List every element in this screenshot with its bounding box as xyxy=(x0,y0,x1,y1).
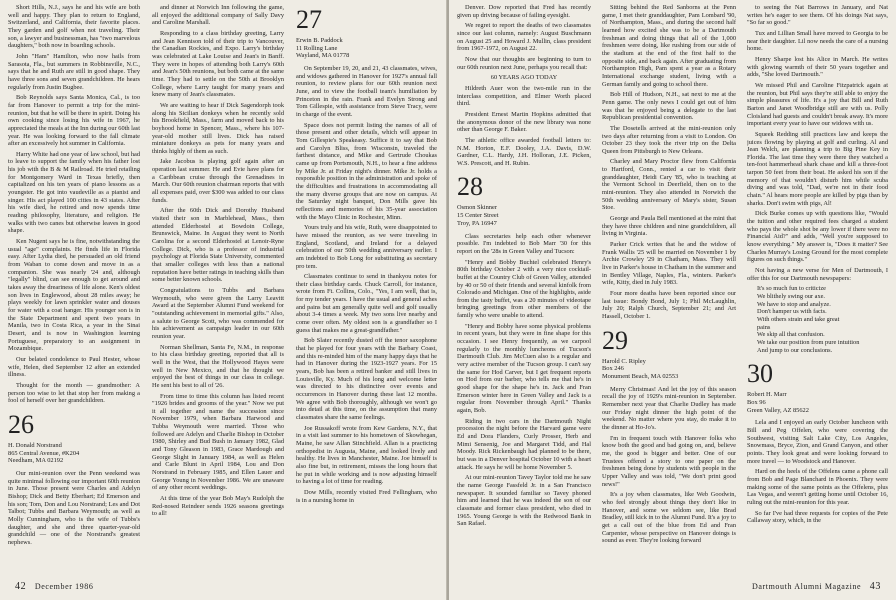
column-paragraph: We missed Phil and Caroline Fitzpatrick again at the reunion, but Phil says they're still able to enjoy the simple pleasures of life. It's a joy that Bill and Ruth Barton and Janet Woodbridge still are with us. Polly Cloisland had guests and couldn't break away. It's more important every year to have our widows with us. xyxy=(747,81,888,128)
column-paragraph: The Dosetells arrived at the mini-reunion only two days after returning from a visit to London. On October 23 they took the river trip on the Delta Queen from Pittsburgh to New Orleans. xyxy=(602,124,736,155)
class-number-26: 26 xyxy=(8,409,34,439)
column-paragraph: Norman Shellman, Santa Fe, N.M., in response to his class birthday greeting, reported that all is well in the West, that the Hollywood Hayes were well in New Mexico, and that he thought we enjoyed the best of things in our class in college. He sent his best to all of '26. xyxy=(152,343,284,389)
left-column-2 xyxy=(152,4,284,574)
class-secretary-address xyxy=(8,442,140,465)
class-secretary-address xyxy=(296,37,437,60)
column-paragraph: Dick Burke comes up with questions like, "Would the tuition and other required fees charged a student who pays the whole shot be any lower if there were no Financial Aid?" and adds, "Well you're supposed to know everything." My answer is, "Does it matter? See Charles Murray's Losing Ground for the most complete figures on such things." xyxy=(747,210,888,264)
poem-line: pains xyxy=(757,323,771,331)
column-paragraph: Riding in two cars in the Dartmouth Night procession the night before the Harvard game were Ed and Dora Flanders, Curly Prosser, Herb and Mimi Sensenig, Joe and Margaret Tidd, and Hal Moody. Rick Rickenbaugh had planned to be there, but was in a Denver hospital October 10 with a heart attack. He says he will be home November 5. xyxy=(457,417,591,471)
column-paragraph: Our belated condolence to Paul Hester, whose wife, Helen, died September 12 after an extended illness. xyxy=(8,355,140,379)
right-page xyxy=(449,0,896,600)
address-line: Monument Beach, MA 02553 xyxy=(602,373,679,380)
column-paragraph: Yours truly and his wife, Ruth, were disappointed to have missed the reunion, as we were traveling in England, Scotland, and Ireland for a delayed celebration of our 50th wedding anniversary earlier. I am indebted to Bob Long for substituting as secretary pro tem. xyxy=(296,224,437,270)
section-heading: 60 YEARS AGO TODAY xyxy=(490,74,558,82)
right-column-2 xyxy=(602,4,736,574)
class-number-28: 28 xyxy=(457,172,483,202)
column-paragraph: Classmates continue to send in thankyou notes for their class birthday cards. Chuck Carroll, for instance, wrote from Ft. Collins, Colo., "Yes, I am well, that is, for my tender years. I have the usual and general aches and pains but am generally quite well and golf usually about 3-4 times a week. My two sons live nearby and come over often. My oldest son is a grandfather so I guess that makes me a great-grandfather." xyxy=(296,273,437,334)
address-line: Needham, MA 02192 xyxy=(8,457,64,465)
address-line: 865 Central Avenue, #K204 xyxy=(8,449,80,457)
column-paragraph: Class secretaries help each other whenever possible. I'm indebted to Bob Marr '30 for this report on the '28s in Green Valley and Tucson: xyxy=(457,232,591,255)
address-line: Box 246 xyxy=(602,365,624,373)
column-paragraph: Jake Jacobus is playing golf again after an operation last summer. He and Evie have plans for a Caribbean cruise through the Grenadines in March. Our 60th reunion chairman reports that with all expenses paid, over $300 was added to our class funds. xyxy=(152,158,284,204)
column-paragraph: "Henry and Bobby have some physical problems in recent years, but they were in fine shape for this occasion. I see Henry frequently, as we carpool regularly to the monthly luncheons of Tucson's Dartmouth Club. Jim McCuen also is a regular and very active member of the Tucson group. I can't say the same for Hod Carver, but I get frequent reports on Hod from our barber, who tells me that he's in good shape for the shape he's in. Jack and Fran Emerson winter here in Green Valley and Jack is a regular from November through April." Thanks again, Bob. xyxy=(457,322,591,415)
column-paragraph: Thought for the month — grandmother: A person too wise to let that stop her from making a fool of herself over her grandchildren. xyxy=(8,381,140,405)
poem-line: Don't hamper us with facts. xyxy=(757,308,827,316)
left-column-1 xyxy=(8,4,140,574)
column-paragraph: Hildreth Auer won the two-mile run in the interclass competition, and Elmer Worth placed third. xyxy=(457,84,591,108)
poem-line: We take our position from pure intuition xyxy=(757,338,860,346)
column-paragraph: and dinner at Norwich Inn following the game, all enjoyed the additional company of Sally Davy and Caroline Marshall. xyxy=(152,4,284,27)
magazine-title: Dartmouth Alumni Magazine xyxy=(751,582,862,591)
column-paragraph: From time to time this column has listed recent "1926 brides and grooms of the year." Now we put it all together and name the succession since November 1979, when Barbara Harwood and Tubba Weymouth were married. Those who followed are Adelyn and Charlie Bishop in October 1980, Shirley and Bud Bush in January 1982, Glad and Tony Gleason in 1983, Grace Mardough and George Slight in January 1984, as well as Helen and Carle Blunt in April 1984, Lou and Don Norstrand in February 1985, and Ellen Lauer and George Young in November 1986. We are unaware of any other recent weddings. xyxy=(152,392,284,492)
class-number-27: 27 xyxy=(296,5,322,34)
address-line: Wayland, MA 01778 xyxy=(296,52,350,60)
poem-line: With others strain and take great xyxy=(757,315,840,323)
column-paragraph: Space does not permit listing the names of all of those present and other details, which will appear in Tom Gillespie's Speakeasy. Suffice it to say that Bob and Carolyn Bliss, from Wisconsin, traveled the farthest distance, and Mike and Gertrude Choukas came up from Portsmouth, N.H., to hear a fine address by Mike Jr. at Friday night's dinner. Mike Jr. holds a responsible position in the administration and spoke of the difficulties and frustrations in accommodating all the many diverse groups that are now on campus. At the Saturday night banquet, Don Mills gave his reflections and memories of his 35-year association with the Mayo Clinic in Rochester, Minn. xyxy=(296,121,437,221)
column-paragraph: Harry White had one year of law school, but had to leave to support the family when his father lost his job with the B & M Railroad. He tried retailing for Montgomery Ward in Texas briefly, then capitalized on his ten years of piano lessons as a youngster. He got into vaudeville as a pianist and singer. His act played 100 cities in 43 states. After his wife died, he retired and now spends time reading philosophy, literature, and religion. He walks with two canes but otherwise leaves in good shape. xyxy=(8,150,140,235)
address-line: 11 Rolling Lane xyxy=(296,44,338,52)
column-paragraph: Four more deaths have been reported since our last issue: Bondy Bond, July 1; Phil McLaughlin, July 20; Ralph Church, September 21; and Art Hassell, October 1. xyxy=(602,289,736,320)
column-paragraph: Responding to a class birthday greeting, Larry and Jean Kennison told of their trip to Vancouver, the Canadian Rockies, and Expo. Larry's birthday was celebrated at Lake Louise and Jean's in Banff. They were in hopes of attending both Larry's 60th and Jean's 50th reunions, but both came at the same time. They had to settle on the 50th at Brooklyn College, where Larry taught for many years and knew many of Jean's classmates. xyxy=(152,29,284,99)
column-paragraph: At this time of the year Bob May's Rudolph the Red-nosed Reindeer sends 1926 seasons greetings to all! xyxy=(152,495,284,518)
column-paragraph: Sitting behind the Red Sanborns at the Penn game, I met their granddaughter, Pam Lombard '90, of Northampton, Mass., and during the second half learned how excited she was to be a Dartmouth freshman and doing things that all of the 1,000 freshmen were doing, like rushing from our side of the stadium at the end of the first half to the opposite side, and back again. After graduating from Northampton High, Pam spent a year as a Rotary International exchange student, living with a German family and going to school there. xyxy=(602,4,736,88)
poem-line: We skip all that confusion. xyxy=(757,331,825,339)
column-paragraph: Lela and I enjoyed an early October luncheon with Bill and Peg Offelen, who were covering the Southwest, visiting Salt Lake City, Los Angeles, Snowmass, Bryce, Zion, and Grand Canyon, and other points. They look great and were looking forward to more travel — to Woodstock and Hanover. xyxy=(747,419,888,465)
column-paragraph: We are waiting to hear if Dick Sagendorph took along his Sicilian donkeys when he recently sold his Brookfield, Mass., farm and moved back to his boyhood home in Spencer, Mass., where his 107-year-old mother still lives. Dick has raised miniature donkeys as pets for many years and thinks highly of them as such. xyxy=(152,101,284,155)
column-paragraph: Not having a new verse for Men of Dartmouth, I offer this for our Dartmouth newspapers: xyxy=(747,267,888,282)
right-column-1 xyxy=(457,4,591,574)
poem xyxy=(747,285,888,354)
column-paragraph: Squeek Redding still practices law and keeps the juices flowing by playing at golf and curling. Al and Jean Welch, are planning a trip to Big Pine Key in Florida. The last time they were there they watched a ten-foot hammerhead shark chase and kill a three-foot tarpon 50 feet from their boat. He asked his son if the memory of that wouldn't disturb him while scuba diving and was told, "Dad, we're not in their food chain." Al hears more people are killed by pigs than by sharks. Don't swim with pigs, Al! xyxy=(747,130,888,207)
address-line: H. Donald Norstrand xyxy=(8,441,62,449)
column-paragraph: Ken Nugent says he is fine, notwithstanding the usual "age" complaints. He finds life in Florida easy. After Lydia died, he persuaded an old friend from Waban to come down and move in as a companion. She was nearly '24 and, although "legally" blind, can see enough to get around and takes away the dreariness of life alone. Ken's oldest son lives in Englewood, about 28 miles away; he plays weekly for lawn sprinkler water and douses for water with a coat hanger. His younger son is in the State Department and spent two years in Manila, two in Costa Rica, a year in the Sinai Desert, and is now in Washington learning Portuguese, preparatory to an assignment in Mozambique. xyxy=(8,238,140,353)
column-paragraph: Merry Christmas! And let the joy of this season recall the joy of 1929's mini-reunion in September. Remember next year that Charlie Dudley has made our Friday night dinner the high point of the weekend. No matter where you stay, do make it to the dinner at Ho-Jo's. xyxy=(602,385,736,431)
class-secretary-address xyxy=(747,391,888,414)
column-paragraph: Henry Sharpe lost his Alice in March. He writes with glowing warmth of their 50 years together and adds, "She loved Dartmouth." xyxy=(747,55,888,79)
page-folio-left xyxy=(9,582,93,592)
column-paragraph: I'm in frequent touch with Hanover folks who know both the good and bad going on, and, believe me, the good is bigger and better. One of our Trustees offered a story to one paper on the freshmen being done by students with people in the Upper Valley and was told, "We don't print good news!" xyxy=(602,434,736,488)
address-line: Harold C. Ripley xyxy=(602,357,646,365)
column-paragraph: Bob Hill of Hudson, N.H., sat next to me at the Penn game. The only news I could get out of him was that he enjoyed being a delegate to the last Republican presidential convention. xyxy=(602,91,736,122)
column-paragraph: Bob Reynolds says Santa Monica, Cal., is too far from Hanover to permit a trip for the mini-reunion, but that he will be there in spirit. Doing his own cooking since losing his wife in 1967, he appreciated the meals at the Inn during our 60th last year. He was looking forward to the fall climate after an excessively hot summer in California. xyxy=(8,94,140,148)
address-line: Osmon Skinner xyxy=(457,204,497,212)
page-number: 43 xyxy=(869,581,881,592)
address-line: Robert H. Marr xyxy=(747,391,787,399)
column-paragraph: George and Paula Bell mentioned at the mini that they have three children and nine grandchildren, all living in Virginia. xyxy=(602,215,736,238)
left-page xyxy=(0,0,447,600)
class-secretary-address xyxy=(457,204,591,227)
column-paragraph: President Ernest Martin Hopkins admitted that the anonymous donor of the new library was none other than George F. Baker. xyxy=(457,110,591,134)
column-paragraph: "Henry and Bobby Buchtel celebrated Henry's 80th birthday October 2 with a very nice cocktail-buffet at the Country Club of Green Valley, attended by 40 or 50 of their friends and several kinfolk from Colorado and Michigan. One of the highlights, aside from the tasty buffet, was a 20 minutes of videotape bringing greetings from other members of the family who were unable to attend. xyxy=(457,258,591,320)
column-paragraph: We regret to report the deaths of two classmates since our last column, namely: August Buschmann on August 25 and Howard J. Mullin, class president from 1967-1972, on August 22. xyxy=(457,22,591,53)
column-paragraph: On September 19, 20, and 21, 43 classmates, wives, and widows gathered in Hanover for 1927's annual fall reunion, to review plans for our 60th reunion next June, and to view the football team's humiliation by Princeton in the rain. Frank and Evelyn Strong and Tom Gillespie, with assistance from Steve Tracy, were in charge of the event. xyxy=(296,65,437,119)
class-number-29: 29 xyxy=(602,325,628,355)
column-paragraph: John "Ham" Hamilton, who now hails from Sarasota, Fla., but summers in Robbinsville, N.C., says that he and Ruth are still in good shape. They have three sons and seven grandchildren. He hears regularly from Justin Bugbee. xyxy=(8,52,140,91)
column-paragraph: to seeing the Nat Barrows in January, and Nat writes he's eager to see them. Of his doings Nat says, "So far so good." xyxy=(747,4,888,27)
column-paragraph: After the 60th Dick and Dorothy Husband visited their son in Marblehead, Mass., then attended Elderhostel at Bowdoin College, Brunswick, Maine. In August they went to North Carolina for a second Elderhostel at Lenoir-Ryne College. Dick, who is a professor of industrial psychology at Florida State University, commented that smaller colleges with less than a national reputation have better ratings in teaching skills than some better known schools. xyxy=(152,207,284,284)
column-paragraph: Dow Mills, recently visited Fred Fellingham, who is in a nursing home in xyxy=(296,488,437,504)
column-paragraph: Charley and Mary Proctor flew from California to Hartford, Conn., rented a car to visit their granddaughter, Heidi Cary '85, who is teaching at the Vermont School in Deerfield, then on to the mini-reunion. They also attended in Norwich the 50th wedding anniversary of Mary's sister, Susan Stoe. xyxy=(602,158,736,212)
poem-line: It's so much fun to criticize xyxy=(757,285,826,293)
class-secretary-address xyxy=(602,358,736,381)
column-paragraph: Congratulations to Tubbs and Barbara Weymouth, who were given the Larry Leavitt Award at the September Alumni Fund weekend for "outstanding achievement in memorial gifts." Also, a salute to George Scott, who was commended for his achievement as campaign leader in our 60th reunion year. xyxy=(152,286,284,340)
column-paragraph: Bob Slater recently dusted off the tenor saxophone that he played for four years with the Barbary Coast, and this re-minded him of the many happy days that he had in Hanover during the 1923-1927 years. For 15 years, Bob has been a retired banker and still lives in Louisville, Ky. Much of his long and welcome letter was directed to his distinctive over events and occurrences in Hanover during these last 12 months. We agree with Bob thoroughly, although we won't go into detail at this time, on the assumption that many classmates share the same feelings. xyxy=(296,337,437,421)
address-line: Box 96 xyxy=(747,398,766,406)
page-folio-right xyxy=(752,582,887,592)
column-paragraph: The athletic office awarded football letters to: N.M. Horton, E.F. Dooley, J.A. Davis, D.W. Gardner, C.L. Hardy, J.H. Holloran, J.E. Picken, W.S. Prescott, and H. Rubin. xyxy=(457,136,591,167)
column-paragraph: So far I've had three requests for copies of the Pete Callaway story, which, in the xyxy=(747,509,888,525)
column-paragraph: It's a joy when classmates, like Web Goodwin, who feel strongly about things they don't like in Hanover, and some we seldom see, like Brad Bradley, still kick in to the Alumni Fund. It's a joy to get a call out of the blue from Ed and Fran Carpenter, whose perspective on Hanover doings is sound as ever. They're looking forward xyxy=(602,491,736,545)
column-paragraph: Tux and Lillian Small have moved to Georgia to be near their daughter. Lil now needs the care of a nursing home. xyxy=(747,29,888,53)
address-line: Green Valley, AZ 85622 xyxy=(747,406,809,414)
column-paragraph: Short Hills, N.J., says he and his wife are both well and happy. They plan to return to England, Switzerland, and California, their favorite places. They garden and golf when not traveling. Their son, a lawyer and businessman, has "two marvelous daughters," both now in boarding schools. xyxy=(8,4,140,50)
issue-date: December 1986 xyxy=(34,582,94,591)
column-paragraph: Parker Crick writes that he and the widow of Frank Wallis '25 will be married on November 1 by Archie Crowley '29 in Chatham, Mass. They will live in Parker's house in Chatham in the summer and in Bentley Village, Naples, Fla., winters. Parker's wife, Kitty, died in July 1983. xyxy=(602,241,736,287)
column-paragraph: Hard on the heels of the Offelens came a phone call from Bob and Page Blanchard in Phoenix. They were making some of the same points as the Offelens, plus Las Vegas, and weren't getting home until October 16, ruling out the mini-reunion for this year. xyxy=(747,468,888,506)
address-line: Troy, PA 16947 xyxy=(457,219,497,227)
address-line: Erwin B. Paddock xyxy=(296,37,343,44)
class-number-30: 30 xyxy=(747,359,773,389)
left-column-3 xyxy=(296,4,437,574)
column-paragraph: Our mini-reunion over the Penn weekend was quite minimal following our important 60th reunion in June. Those present were Charles and Adelyn Bishop; Dick and Betty Eberhart; Ed Emerson and his son; Tom, Don and Lou Norstrand; Les and Dot Talbot; Tubbs and Barbara Weymouth; as well as Molly Cunningham, who is the wife of Tubbs's daughter, and she and three quarter-year-old grandchild — one of the Norstrand's greatest nephews. xyxy=(8,469,140,546)
column-paragraph: Now that our thoughts are beginning to turn to our 60th reunion next June, perhaps you recall that: xyxy=(457,55,591,71)
right-column-3 xyxy=(747,4,888,574)
poem-line: We have to stop and analyze. xyxy=(757,300,831,308)
column-paragraph: Denver. Dow reported that Fred has recently given up driving because of failing eyesight. xyxy=(457,4,591,19)
poem-line: And jump to our conclusions. xyxy=(757,346,833,354)
column-paragraph: Joe Russakoff wrote from Kew Gardens, N.Y., that in a visit last summer to his hometown of Skowhegan, Maine, he saw Allan Stinchfield. Allan is a practicing orthopedist in Augusta, Maine, and looked lively and healthy. He lives in Manchester, Maine. Joe himself is also fine but, in retirement, misses the long hours that he put in while working and is now adjusting himself to having a lot of time for reading. xyxy=(296,424,437,486)
page-number: 42 xyxy=(15,581,27,592)
poem-line: We blithely swing our axe. xyxy=(757,292,826,300)
address-line: 15 Center Street xyxy=(457,212,499,220)
column-paragraph: At our mini-reunion Tavey Taylor told me he saw the name George Fassfeld Jr. in a San Francisco newspaper. It sounded familiar so Tavey phoned him and learned that he was indeed the son of our classmate and former class president, who died in 1965. Young George is with the Redwood Bank in San Rafael. xyxy=(457,474,591,528)
